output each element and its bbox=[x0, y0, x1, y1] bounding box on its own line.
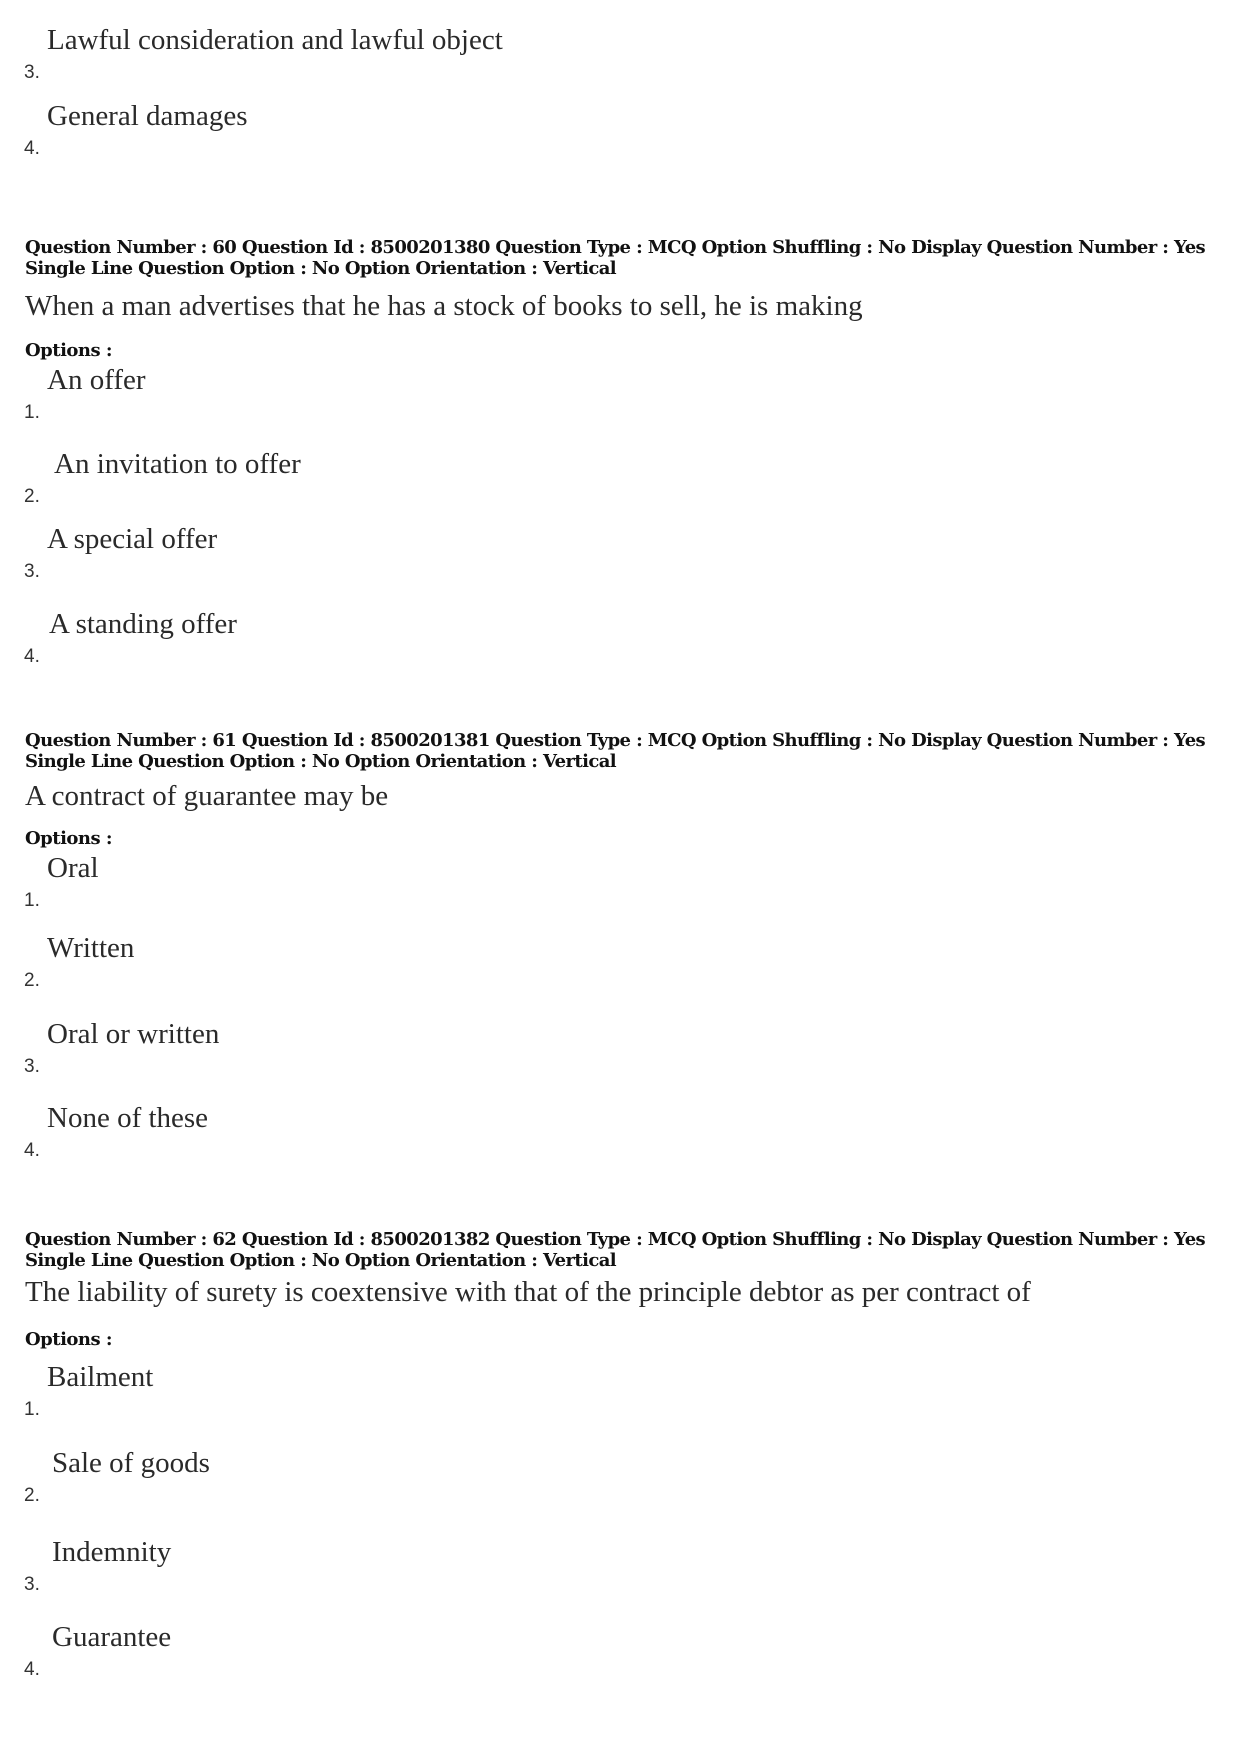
question-meta-line1: Question Number : 61 Question Id : 8500201381 Question Type : MCQ Option Shuffling : No Display Question Number : Yes bbox=[25, 730, 1206, 751]
option-number: 1. bbox=[24, 1399, 40, 1420]
option-text: Sale of goods bbox=[52, 1447, 210, 1479]
options-label: Options : bbox=[25, 828, 113, 849]
option-text: Oral or written bbox=[47, 1018, 220, 1050]
option-number: 2. bbox=[24, 486, 40, 507]
question-meta bbox=[25, 237, 1205, 279]
question-meta bbox=[25, 1229, 1205, 1271]
option-text: A standing offer bbox=[49, 608, 237, 640]
option-text: Bailment bbox=[47, 1361, 154, 1393]
option-text: General damages bbox=[47, 100, 248, 132]
question-meta bbox=[25, 730, 1205, 772]
option-number: 4. bbox=[24, 138, 40, 159]
option-number: 1. bbox=[24, 890, 40, 911]
option-number: 3. bbox=[24, 62, 40, 83]
option-text: Written bbox=[47, 932, 135, 964]
question-meta-line2: Single Line Question Option : No Option Orientation : Vertical bbox=[25, 258, 617, 279]
option-number: 4. bbox=[24, 646, 40, 667]
option-text: A special offer bbox=[47, 523, 218, 555]
question-meta-line1: Question Number : 62 Question Id : 8500201382 Question Type : MCQ Option Shuffling : No Display Question Number : Yes bbox=[25, 1229, 1206, 1250]
option-number: 2. bbox=[24, 1485, 40, 1506]
options-label: Options : bbox=[25, 1329, 113, 1350]
option-number: 4. bbox=[24, 1140, 40, 1161]
question-meta-line2: Single Line Question Option : No Option Orientation : Vertical bbox=[25, 751, 617, 772]
option-number: 3. bbox=[24, 1574, 40, 1595]
option-text: Guarantee bbox=[52, 1621, 172, 1653]
options-label: Options : bbox=[25, 340, 113, 361]
question-meta-line1: Question Number : 60 Question Id : 8500201380 Question Type : MCQ Option Shuffling : No Display Question Number : Yes bbox=[25, 237, 1206, 258]
question-meta-line2: Single Line Question Option : No Option Orientation : Vertical bbox=[25, 1250, 617, 1271]
option-text: None of these bbox=[47, 1102, 209, 1134]
option-number: 3. bbox=[24, 1056, 40, 1077]
question-text: When a man advertises that he has a stock of books to sell, he is making bbox=[25, 290, 863, 322]
option-number: 4. bbox=[24, 1659, 40, 1680]
option-text: Oral bbox=[47, 852, 99, 884]
question-text: A contract of guarantee may be bbox=[25, 780, 389, 812]
option-text: Lawful consideration and lawful object bbox=[47, 24, 503, 56]
option-number: 3. bbox=[24, 561, 40, 582]
question-text: The liability of surety is coextensive with that of the principle debtor as per contract of bbox=[25, 1276, 1031, 1308]
option-text: Indemnity bbox=[52, 1536, 172, 1568]
option-number: 1. bbox=[24, 402, 40, 423]
option-text: An offer bbox=[47, 364, 146, 396]
option-text: An invitation to offer bbox=[54, 448, 301, 480]
option-number: 2. bbox=[24, 970, 40, 991]
